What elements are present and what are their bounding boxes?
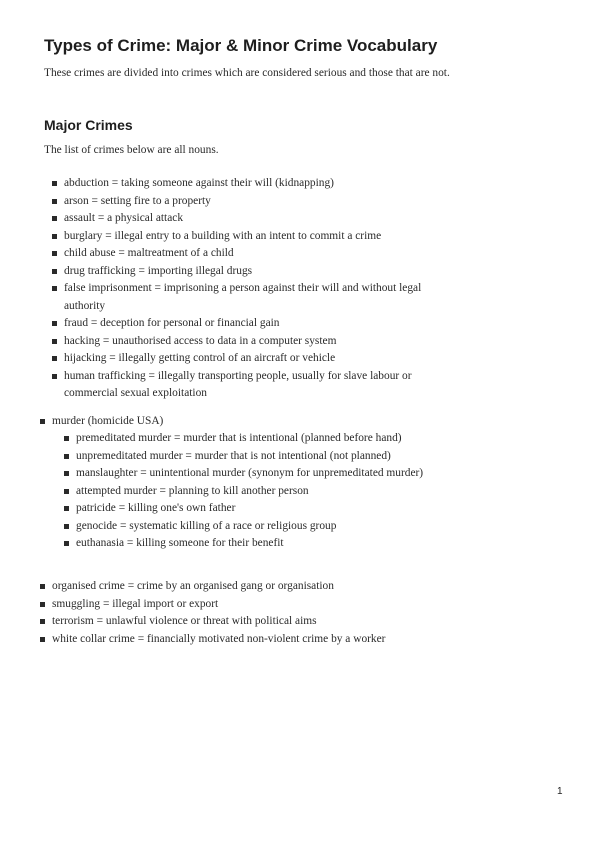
list-item-assault: assault = a physical attack [64,210,464,228]
list-item-smuggling: smuggling = illegal import or export [52,596,462,614]
list-item-genocide: genocide = systematic killing of a race or religious group [76,518,462,536]
list-item-fraud: fraud = deception for personal or financial gain [64,315,464,333]
other-crimes-list [52,578,462,648]
list-note: The list of crimes below are all nouns. [44,144,219,156]
page-title: Types of Crime: Major & Minor Crime Vocabulary [44,36,438,55]
major-crimes-list [64,175,464,403]
section-heading-major-crimes: Major Crimes [44,117,133,133]
list-item-hacking: hacking = unauthorised access to data in a computer system [64,333,464,351]
list-item-patricide: patricide = killing one's own father [76,500,462,518]
list-item-false-imprisonment: false imprisonment = imprisoning a person against their will and without legal authority [64,280,464,315]
murder-subtypes-list [76,430,462,553]
list-item-abduction: abduction = taking someone against their will (kidnapping) [64,175,464,193]
list-item-euthanasia: euthanasia = killing someone for their benefit [76,535,462,553]
list-item-white-collar-crime: white collar crime = financially motivated non-violent crime by a worker [52,631,462,649]
intro-paragraph: These crimes are divided into crimes which are considered serious and those that are not. [44,67,450,79]
list-item-child-abuse: child abuse = maltreatment of a child [64,245,464,263]
list-item-premeditated-murder: premeditated murder = murder that is intentional (planned before hand) [76,430,462,448]
page-number: 1 [557,786,563,797]
list-item-human-trafficking: human trafficking = illegally transporting people, usually for slave labour or commercial sexual exploitation [64,368,464,403]
list-item-burglary: burglary = illegal entry to a building with an intent to commit a crime [64,228,464,246]
list-item-drug-trafficking: drug trafficking = importing illegal drugs [64,263,464,281]
list-item-organised-crime: organised crime = crime by an organised gang or organisation [52,578,462,596]
list-item-manslaughter: manslaughter = unintentional murder (synonym for unpremeditated murder) [76,465,462,483]
list-item-hijacking: hijacking = illegally getting control of an aircraft or vehicle [64,350,464,368]
list-item-attempted-murder: attempted murder = planning to kill another person [76,483,462,501]
murder-list [52,413,462,431]
list-item-murder: murder (homicide USA) [52,413,462,431]
list-item-unpremeditated-murder: unpremeditated murder = murder that is not intentional (not planned) [76,448,462,466]
list-item-terrorism: terrorism = unlawful violence or threat with political aims [52,613,462,631]
list-item-arson: arson = setting fire to a property [64,193,464,211]
